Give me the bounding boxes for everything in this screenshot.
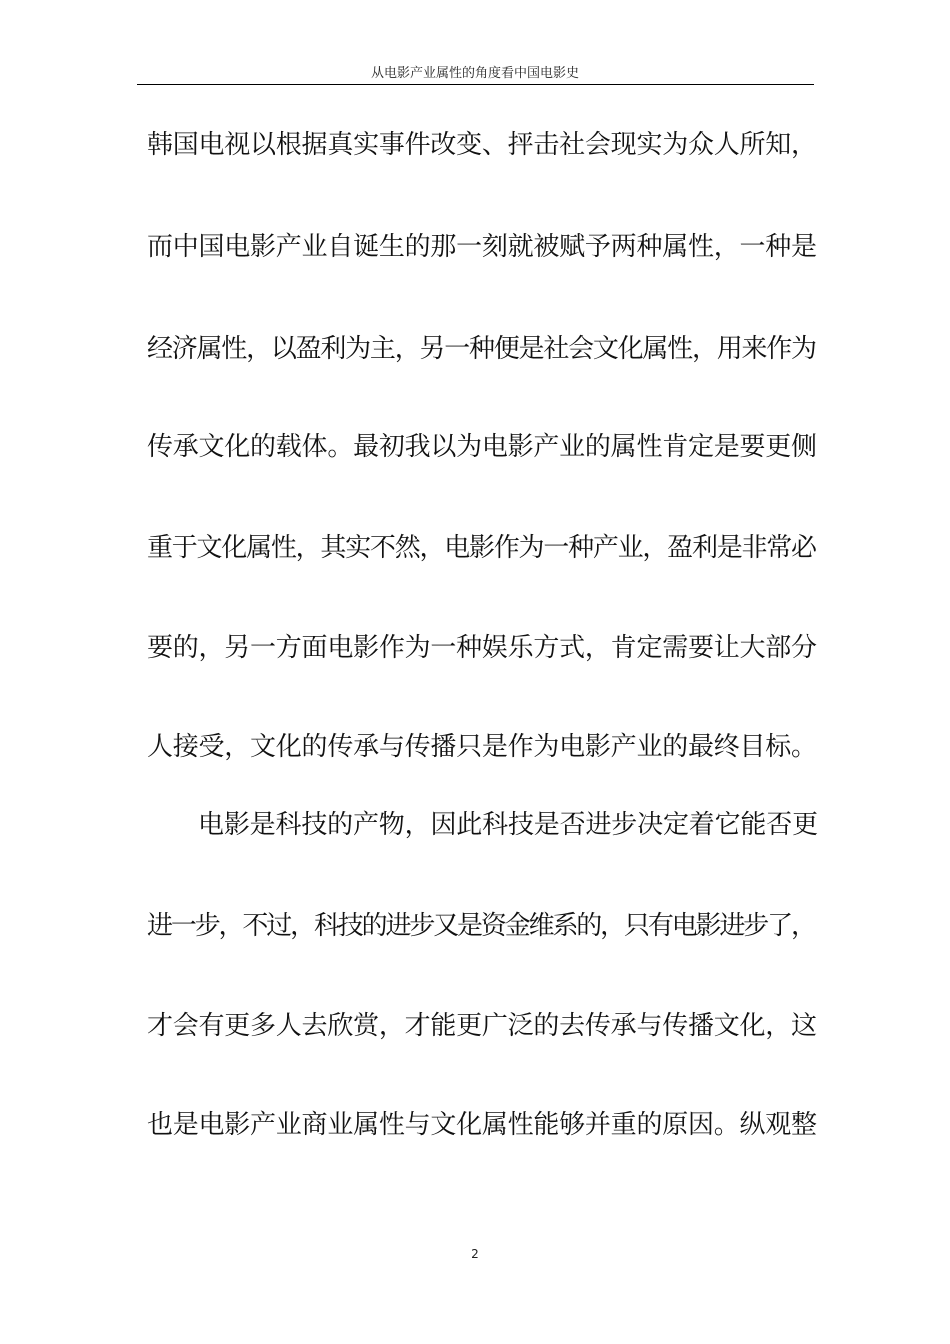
text-line: 经济属性，以盈利为主，另一种便是社会文化属性，用来作为 xyxy=(147,334,816,364)
text-line: 而中国电影产业自诞生的那一刻就被赋予两种属性，一种是 xyxy=(147,232,817,262)
header-divider xyxy=(137,84,814,85)
text-line: 韩国电视以根据真实事件改变、抨击社会现实为众人所知， xyxy=(147,130,817,160)
text-line: 进一步，不过，科技的进步又是资金维系的，只有电影进步了， xyxy=(147,911,815,941)
text-line: 重于文化属性，其实不然，电影作为一种产业，盈利是非常必 xyxy=(147,533,816,563)
text-line: 人接受，文化的传承与传播只是作为电影产业的最终目标。 xyxy=(147,732,817,762)
text-line: 传承文化的载体。最初我以为电影产业的属性肯定是要更侧 xyxy=(147,432,817,462)
text-line: 也是电影产业商业属性与文化属性能够并重的原因。纵观整 xyxy=(147,1110,817,1140)
page-number: 2 xyxy=(471,1247,479,1261)
running-header: 从电影产业属性的角度看中国电影史 xyxy=(370,66,579,81)
paragraph-first-line: 电影是科技的产物，因此科技是否进步决定着它能否更 xyxy=(198,810,818,840)
text-line: 才会有更多人去欣赏，才能更广泛的去传承与传播文化，这 xyxy=(147,1011,817,1041)
text-line: 要的，另一方面电影作为一种娱乐方式，肯定需要让大部分 xyxy=(147,633,817,663)
